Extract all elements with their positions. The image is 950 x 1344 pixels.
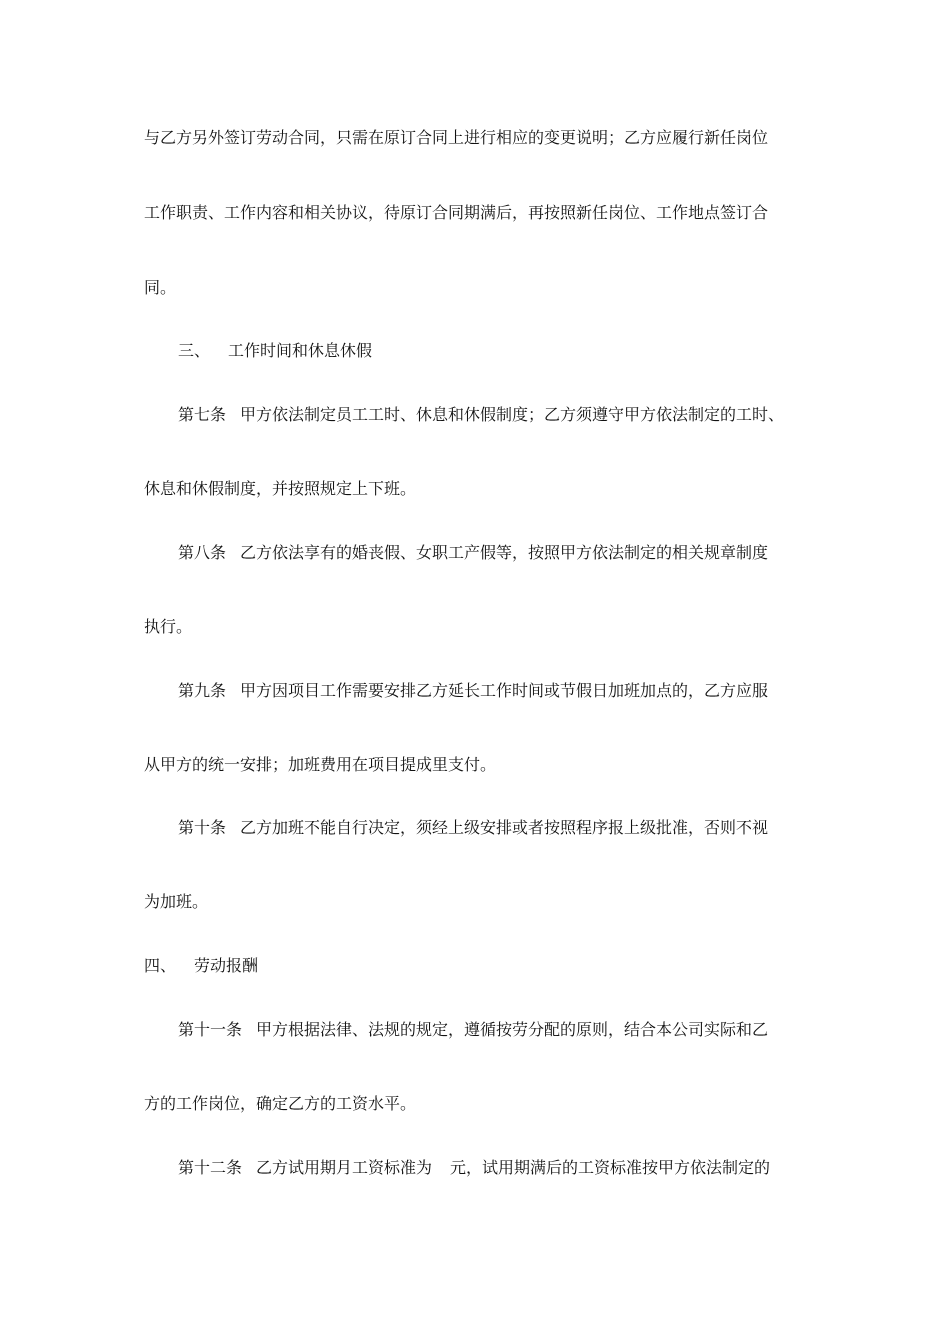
article-7-continued <box>144 479 844 499</box>
article-text: 乙方加班不能自行决定，须经上级安排或者按照程序报上级批准，否则不视 <box>240 818 769 837</box>
line-text: 从甲方的统一安排；加班费用在项目提成里支付。 <box>144 755 497 774</box>
line-text: 方的工作岗位，确定乙方的工资水平。 <box>144 1094 417 1113</box>
line-text: 同。 <box>144 278 177 297</box>
section-title: 劳动报酬 <box>194 956 259 975</box>
paragraph-line-3 <box>144 278 844 298</box>
article-10 <box>178 818 878 838</box>
article-11-continued <box>144 1094 844 1114</box>
article-8 <box>178 543 878 563</box>
paragraph-line-1 <box>144 128 844 148</box>
article-label: 第十二条 <box>178 1158 243 1177</box>
article-8-continued <box>144 617 844 637</box>
article-12 <box>178 1158 878 1178</box>
article-text: 甲方因项目工作需要安排乙方延长工作时间或节假日加班加点的，乙方应服 <box>240 681 769 700</box>
line-text: 为加班。 <box>144 892 209 911</box>
line-text: 工作职责、工作内容和相关协议，待原订合同期满后，再按照新任岗位、工作地点签订合 <box>144 203 769 222</box>
article-label: 第九条 <box>178 681 227 700</box>
article-10-continued <box>144 892 844 912</box>
article-text: 甲方根据法律、法规的规定，遵循按劳分配的原则，结合本公司实际和乙 <box>256 1020 769 1039</box>
article-text: 乙方依法享有的婚丧假、女职工产假等，按照甲方依法制定的相关规章制度 <box>240 543 769 562</box>
article-text-before-blank: 乙方试用期月工资标准为 <box>256 1158 433 1177</box>
article-label: 第十一条 <box>178 1020 243 1039</box>
section-number: 三、 <box>178 341 211 360</box>
section-title: 工作时间和休息休假 <box>228 341 373 360</box>
paragraph-line-2 <box>144 203 844 223</box>
article-label: 第七条 <box>178 405 227 424</box>
article-11 <box>178 1020 878 1040</box>
article-7 <box>178 405 878 425</box>
section-heading-4 <box>144 956 844 976</box>
line-text: 与乙方另外签订劳动合同，只需在原订合同上进行相应的变更说明；乙方应履行新任岗位 <box>144 128 769 147</box>
section-number: 四、 <box>144 956 177 975</box>
article-9 <box>178 681 878 701</box>
line-text: 执行。 <box>144 617 193 636</box>
article-label: 第八条 <box>178 543 227 562</box>
section-heading-3 <box>178 341 878 361</box>
article-label: 第十条 <box>178 818 227 837</box>
article-text-after-blank: 元，试用期满后的工资标准按甲方依法制定的 <box>450 1158 771 1177</box>
line-text: 休息和休假制度，并按照规定上下班。 <box>144 479 417 498</box>
article-9-continued <box>144 755 844 775</box>
article-text: 甲方依法制定员工工时、休息和休假制度；乙方须遵守甲方依法制定的工时、 <box>240 405 785 424</box>
